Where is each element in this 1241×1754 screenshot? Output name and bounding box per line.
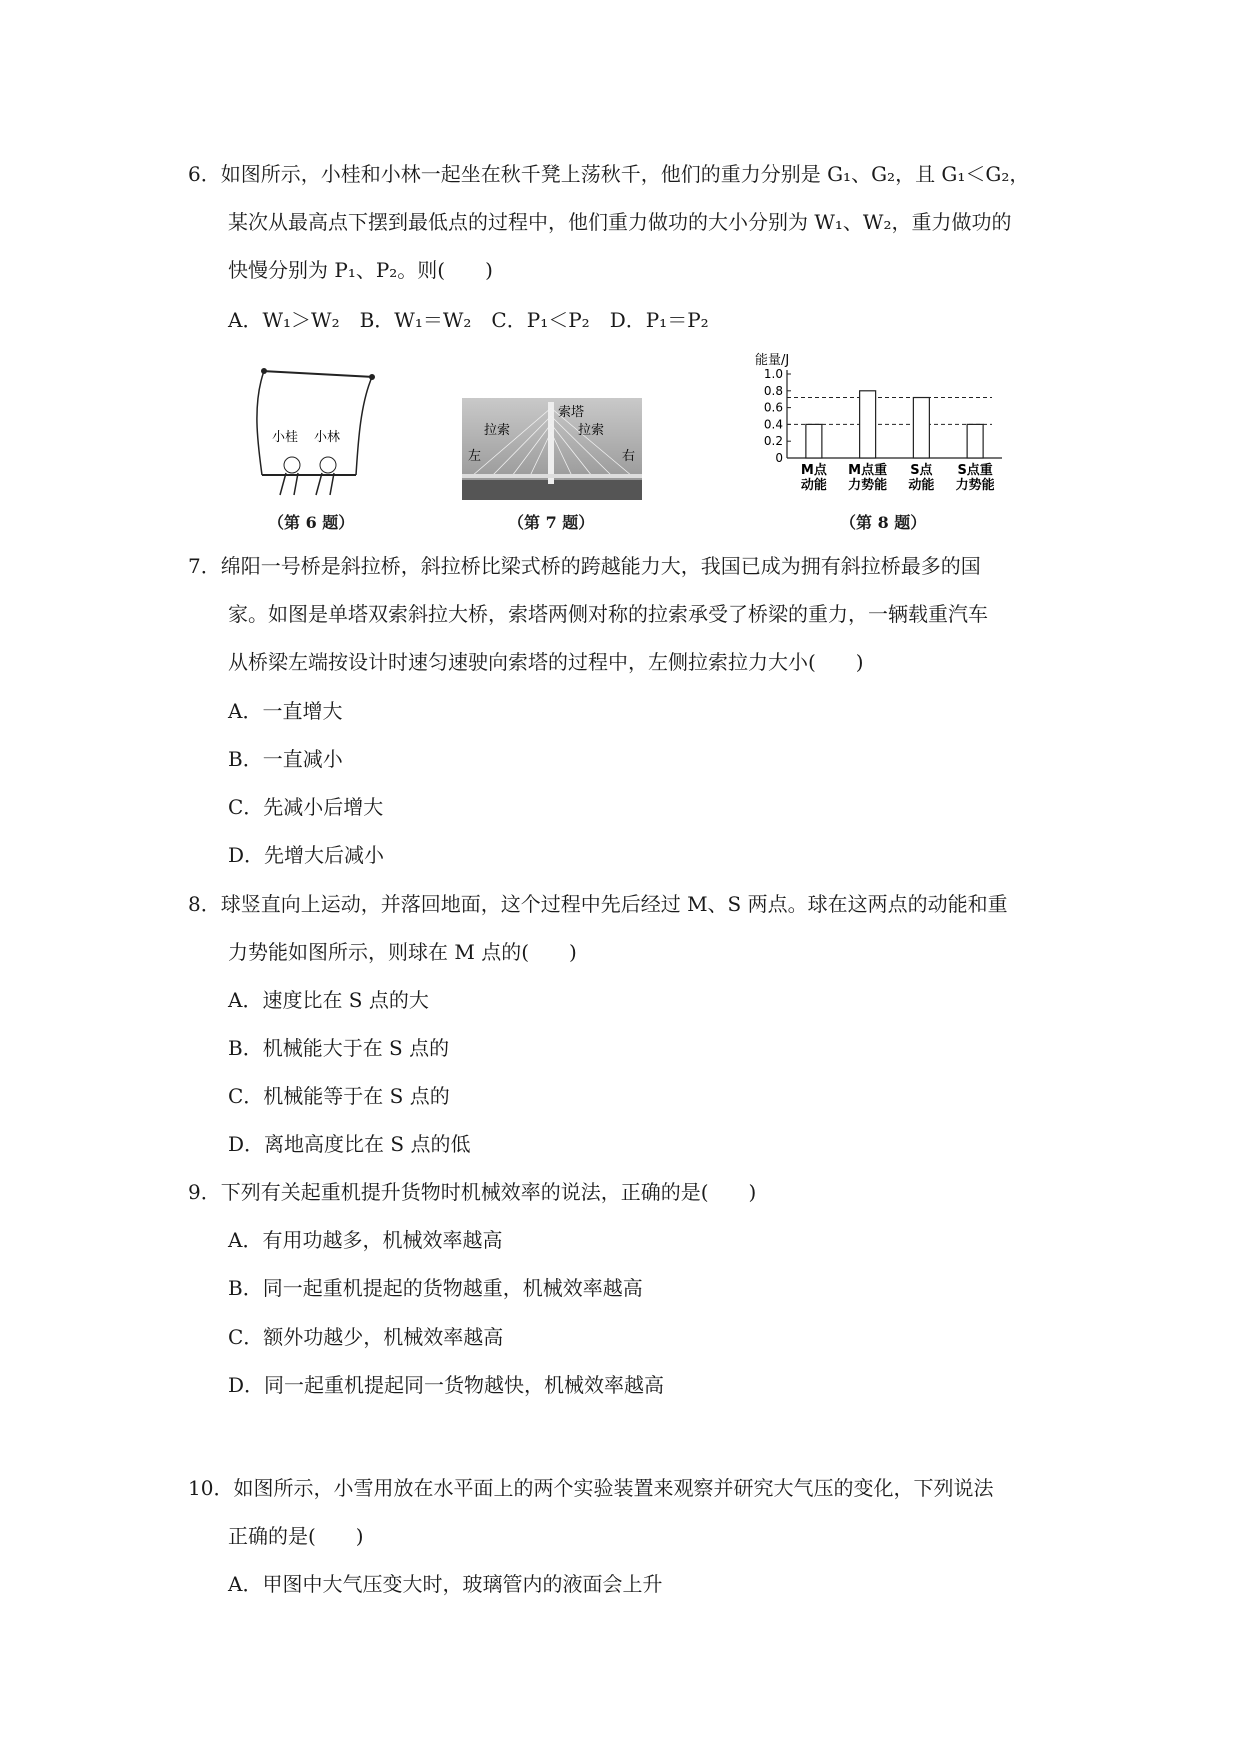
q9-option-a: A．有用功越多，机械效率越高 <box>228 1228 503 1252</box>
chart-y-tick-label: 0 <box>775 451 783 465</box>
q9-option-b: B．同一起重机提起的货物越重，机械效率越高 <box>228 1276 643 1300</box>
q7-option-b: B．一直减小 <box>228 747 343 771</box>
chart-category-label: S点重 <box>957 463 993 478</box>
q8-option-a: A．速度比在 S 点的大 <box>228 988 429 1012</box>
label-xiaogui: 小桂 <box>272 430 299 445</box>
q8-line-2: 力势能如图所示，则球在 M 点的( ) <box>228 940 577 964</box>
q7-line-3: 从桥梁左端按设计时速匀速驶向索塔的过程中，左侧拉索拉力大小( ) <box>228 650 864 674</box>
fig7-caption: （第 7 题） <box>508 513 595 532</box>
chart-category-label: M点重 <box>848 463 888 478</box>
label-tower: 索塔 <box>558 405 585 420</box>
q7-line-1: 7．绵阳一号桥是斜拉桥，斜拉桥比梁式桥的跨越能力大，我国已成为拥有斜拉桥最多的国 <box>188 554 981 578</box>
bridge-photo <box>462 398 642 500</box>
q7-option-c: C．先减小后增大 <box>228 795 384 819</box>
chart-bar <box>967 424 983 458</box>
chart-y-tick-label: 0.2 <box>763 434 783 449</box>
chart-y-tick-label: 1.0 <box>763 367 783 381</box>
swing-figure <box>250 365 380 505</box>
q7-option-d: D．先增大后减小 <box>228 843 385 867</box>
label-cable-left: 拉索 <box>484 423 511 438</box>
energy-bar-chart <box>745 352 1015 502</box>
q8-option-b: B．机械能大于在 S 点的 <box>228 1036 450 1060</box>
q6-line-1: 6．如图所示，小桂和小林一起坐在秋千凳上荡秋千，他们的重力分别是 G₁、G₂，且 G₁＜G₂， <box>188 162 1030 186</box>
q8-option-c: C．机械能等于在 S 点的 <box>228 1084 450 1108</box>
chart-category-label: 动能 <box>908 478 935 493</box>
q8-option-d: D．离地高度比在 S 点的低 <box>228 1132 471 1156</box>
chart-category-label: M点 <box>800 463 827 478</box>
label-xiaolin: 小林 <box>314 430 341 445</box>
chart-category-label: 动能 <box>800 478 827 493</box>
fig8-caption: （第 8 题） <box>840 513 927 532</box>
label-left: 左 <box>468 449 482 464</box>
chart-y-tick-label: 0.6 <box>763 400 783 415</box>
fig6-caption: （第 6 题） <box>268 513 355 532</box>
q9-option-d: D．同一起重机提起同一货物越快，机械效率越高 <box>228 1373 665 1397</box>
chart-category-label: 力势能 <box>955 478 995 493</box>
chart-y-tick-label: 0.4 <box>763 417 783 432</box>
q7-option-a: A．一直增大 <box>228 699 343 723</box>
chart-bar <box>806 424 822 458</box>
q10-line-2: 正确的是( ) <box>228 1524 364 1548</box>
chart-bar <box>913 398 929 458</box>
chart-ylabel: 能量/J <box>755 353 790 368</box>
label-cable-right: 拉索 <box>578 423 605 438</box>
chart-y-tick-label: 0.8 <box>763 383 783 398</box>
q9-option-c: C．额外功越少，机械效率越高 <box>228 1325 504 1349</box>
chart-category-label: 力势能 <box>848 478 888 493</box>
q10-option-a: A．甲图中大气压变大时，玻璃管内的液面会上升 <box>228 1572 663 1596</box>
q6-options: A．W₁＞W₂ B．W₁＝W₂ C．P₁＜P₂ D．P₁＝P₂ <box>228 308 709 332</box>
q8-line-1: 8．球竖直向上运动，并落回地面，这个过程中先后经过 M、S 两点。球在这两点的动能和重 <box>188 892 1008 916</box>
label-right: 右 <box>622 449 636 464</box>
q9-line-1: 9．下列有关起重机提升货物时机械效率的说法，正确的是( ) <box>188 1180 757 1204</box>
q10-line-1: 10．如图所示，小雪用放在水平面上的两个实验装置来观察并研究大气压的变化，下列说法 <box>188 1476 994 1500</box>
q6-line-2: 某次从最高点下摆到最低点的过程中，他们重力做功的大小分别为 W₁、W₂，重力做功的 <box>228 210 1012 234</box>
chart-category-label: S点 <box>910 463 933 478</box>
q6-line-3: 快慢分别为 P₁、P₂。则( ) <box>228 258 493 282</box>
chart-bar <box>860 391 876 458</box>
q7-line-2: 家。如图是单塔双索斜拉大桥，索塔两侧对称的拉索承受了桥梁的重力，一辆载重汽车 <box>228 602 988 626</box>
